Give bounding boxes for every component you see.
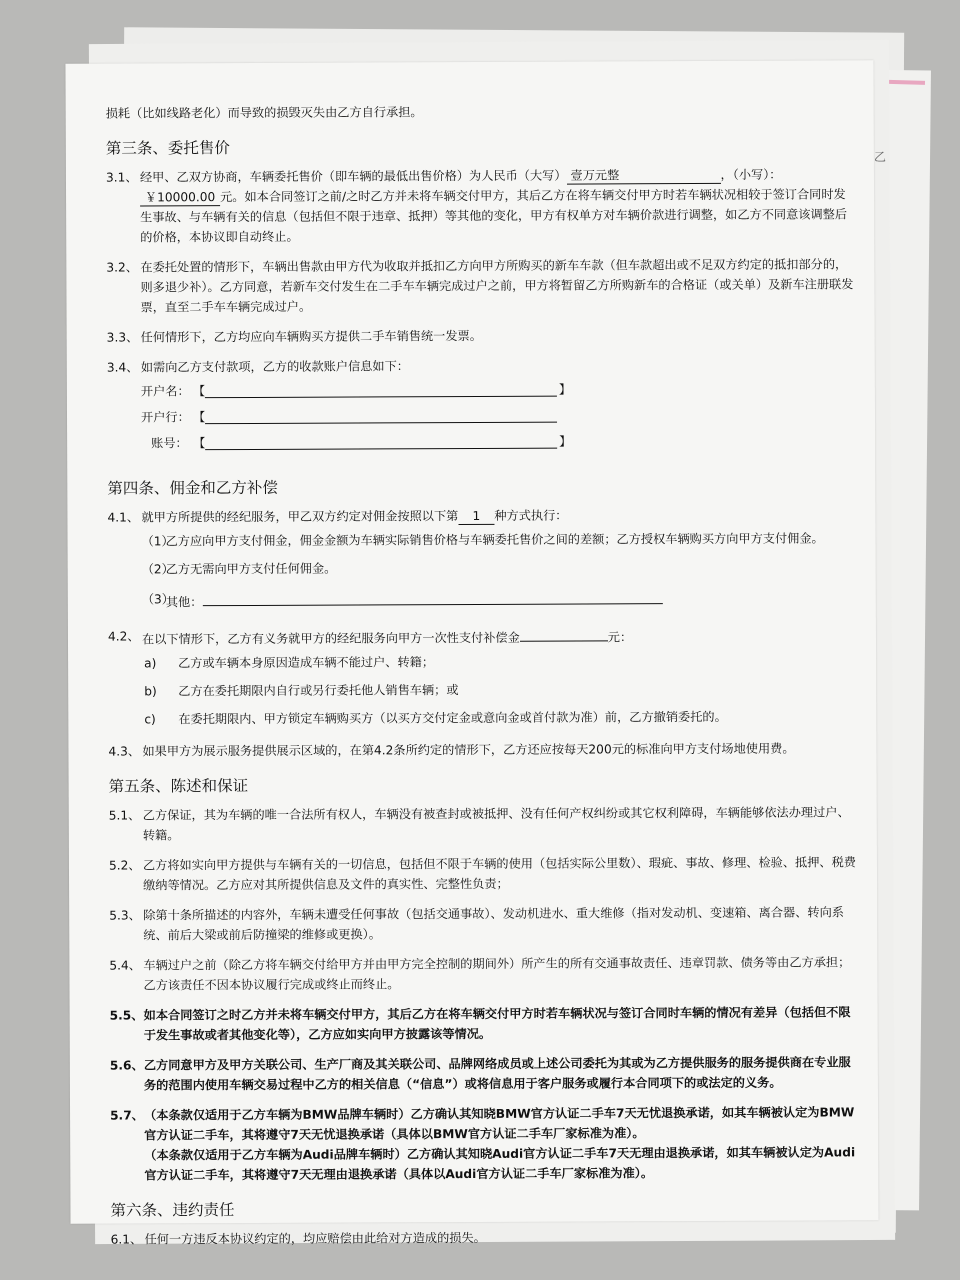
account-holder-row: 开户名： 【 】: [140, 382, 572, 399]
commission-option-field[interactable]: 1: [458, 508, 494, 525]
condition-b: b) 乙方在委托期限内自行或另行委托他人销售车辆；或: [144, 683, 459, 699]
page-content: [106, 100, 859, 1259]
bmw-warranty-text: （本条款仅适用于乙方车辆为BMW品牌车辆时）乙方确认其知晓BMW官方认证二手车7天无忧退换承诺，如其车辆被认定为BMW官方认证二手车，其将遵守7天无忧退换承诺（具体以BMW官方认证二手车厂家标准为准）。: [144, 1105, 855, 1143]
clause-3-3: 3.3、 任何情形下，乙方均应向车辆购买方提供二手车销售统一发票。: [106, 328, 482, 345]
bank-row: 开户行： 【: [107, 404, 855, 429]
clause-5-1: 5.1、 乙方保证，其为车辆的唯一合法所有权人，车辆没有被查封或被抵押、没有任何产权纠纷或其它权利障碍，车辆能够依法办理过户、转籍。: [108, 805, 850, 843]
clause-5-2: 5.2、 乙方将如实向甲方提供与车辆有关的一切信息，包括但不限于车辆的使用（包括实际公里数）、瑕疵、事故、修理、检验、抵押、税费缴纳等情况。乙方应对其所提供信息及文件的真实性、完整性负责；: [108, 855, 856, 893]
clause-3-1: 3.1、 经甲、乙双方协商，车辆委托售价（即车辆的最低出售价格）为人民币（大写） 壹万元整 ，（小写）： ￥10000.00 元。如本合同签订之前/之时乙方并未将车辆交付甲方，其后乙方在将车辆交付甲方时若车辆状况相较于签订合同时发生事故、与车辆有关的信息（包括但不限于违章、抵押）等其他的变化，甲方有权单方对车辆价款进行调整，如乙方不同意该调整后的价格，本协议即自动终止。: [105, 167, 848, 245]
clause-6-1: 6.1、 任何一方违反本协议约定的，均应赔偿由此给对方造成的损失。: [110, 1230, 486, 1247]
section-6-title: 第六条、违约责任: [110, 1201, 235, 1220]
commission-option-2: （2） 乙方无需向甲方支付任何佣金。: [141, 561, 337, 577]
contract-page: [65, 60, 878, 1247]
continued-text: 损耗（比如线路老化）而导致的损毁灭失由乙方自行承担。: [105, 105, 423, 121]
clause-4-3: 4.3、 如果甲方为展示服务提供展示区域的，在第4.2条所约定的情形下，乙方还应按每天200元的标准向甲方支付场地使用费。: [108, 741, 795, 759]
bank-field[interactable]: [205, 422, 557, 425]
account-number-row: 账号： 【 】: [151, 434, 572, 451]
clause-3-4: 3.4、 如需向乙方支付款项，乙方的收款账户信息如下：: [106, 359, 409, 375]
account-number-field[interactable]: [205, 448, 557, 451]
commission-option-3: （3） 其他：: [108, 586, 856, 612]
clause-4-1: 4.1、 就甲方所提供的经纪服务，甲乙双方约定对佣金按照以下第 1 种方式执行：: [107, 508, 568, 525]
section-3-title: 第三条、委托售价: [105, 139, 230, 158]
compensation-amount-field[interactable]: [520, 624, 608, 641]
clause-number: 3.1、: [105, 170, 138, 185]
account-holder-field[interactable]: [205, 396, 557, 399]
clause-5-6: 5.6、 乙方同意甲方及甲方关联公司、生产厂商及其关联公司、品牌网络成员或上述公司委托为其或为乙方提供服务的服务提供商在专业服务的范围内使用车辆交易过程中乙方的相关信息（“信息”）或将信息用于客户服务或履行本合同项下的或法定的义务。: [109, 1055, 851, 1093]
clause-5-5: 5.5、 如本合同签订之时乙方并未将车辆交付甲方，其后乙方在将车辆交付甲方时若车辆状况与签订合同时车辆的情况有差异（包括但不限于发生事故或者其他变化等），乙方应如实向甲方披露该等情况。: [109, 1005, 851, 1043]
price-lower-field[interactable]: ￥10000.00: [140, 189, 220, 206]
other-option-field[interactable]: [202, 587, 662, 606]
clause-4-2: 4.2、 在以下情形下，乙方有义务就甲方的经纪服务向甲方一次性支付补偿金 元：: [108, 623, 856, 649]
edge-text: 乙: [874, 150, 887, 164]
section-4-title: 第四条、佣金和乙方补偿: [107, 478, 278, 498]
section-5-title: 第五条、陈述和保证: [108, 776, 249, 796]
clause-3-2: 3.2、 在委托处置的情形下，车辆出售款由甲方代为收取并抵扣乙方向甲方所购买的新车车款（但车款超出或不足双方约定的抵扣部分的，则多退少补）。乙方同意，若新车交付发生在二手车车辆完成过户之前，甲方将暂留乙方所购新车的合格证（或关单）及新车注册联发票，直至二手车车辆完成过户。: [106, 257, 854, 315]
commission-option-1: （1） 乙方应向甲方支付佣金，佣金金额为车辆实际销售价格与车辆委托售价之间的差额；乙方授权车辆购买方向甲方支付佣金。: [141, 531, 824, 549]
clause-5-7: 5.7、 （本条款仅适用于乙方车辆为BMW品牌车辆时）乙方确认其知晓BMW官方认证二手车7天无忧退换承诺，如其车辆被认定为BMW官方认证二手车，其将遵守7天无忧退换承诺（具体以BMW官方认证二手车厂家标准为准）。 （本条款仅适用于乙方车辆为Audi品牌车辆时）乙方确认其知晓Audi官方认证二手车7天无理由退换承诺，如其车辆被认定为Audi官方认证二手车，其将遵守7天无理由退换承诺（具体以Audi官方认证二手车厂家标准为准）。: [110, 1102, 858, 1185]
clause-5-4: 5.4、 车辆过户之前（除乙方将车辆交付给甲方并由甲方完全控制的期间外）所产生的所有交通事故责任、违章罚款、债务等由乙方承担；乙方该责任不因本协议履行完成或终止而终止。: [109, 955, 851, 993]
audi-warranty-text: （本条款仅适用于乙方车辆为Audi品牌车辆时）乙方确认其知晓Audi官方认证二手车7天无理由退换承诺，如其车辆被认定为Audi官方认证二手车，其将遵守7天无理由退换承诺（具体以Audi官方认证二手车厂家标准为准）。: [144, 1145, 856, 1183]
condition-c: c) 在委托期限内、甲方锁定车辆购买方（以买方交付定金或意向金或首付款为准）前，乙方撤销委托的。: [144, 709, 727, 727]
condition-a: a) 乙方或车辆本身原因造成车辆不能过户、转籍；: [144, 655, 435, 671]
clause-5-3: 5.3、 除第十条所描述的内容外，车辆未遭受任何事故（包括交通事故）、发动机进水、重大维修（指对发动机、变速箱、离合器、转向系统、前后大梁或前后防撞梁的维修或更换）。: [109, 905, 844, 943]
price-upper-field[interactable]: 壹万元整: [566, 167, 720, 185]
